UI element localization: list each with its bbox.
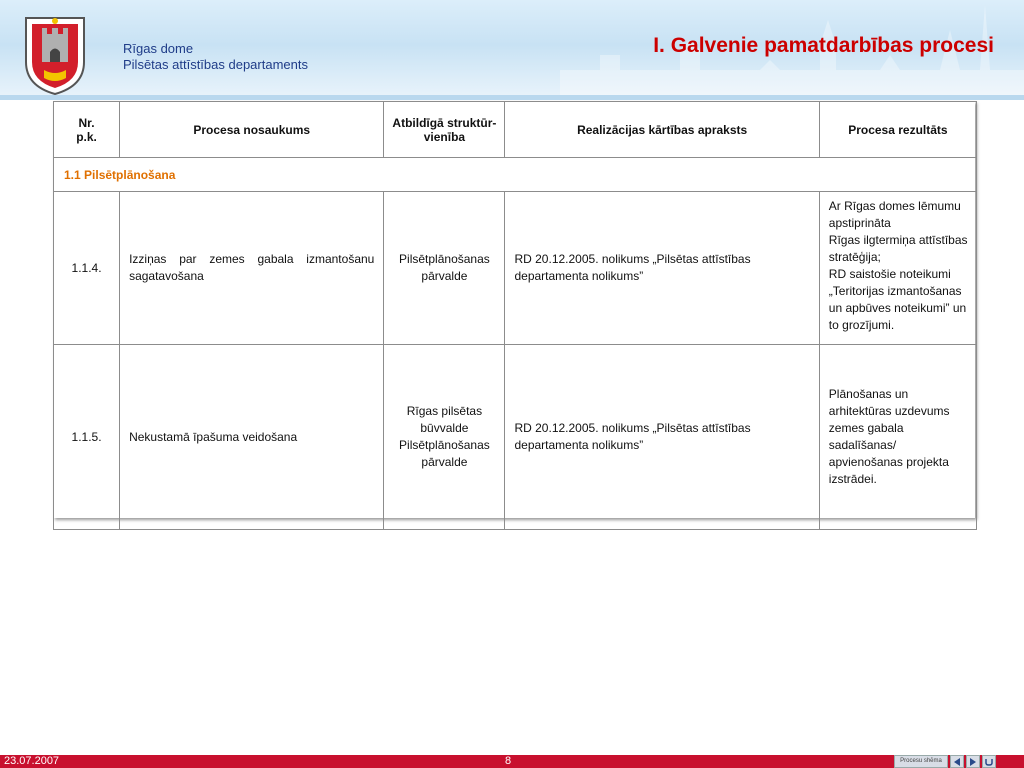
responsible-unit: Pilsētplānošanas pārvalde <box>384 192 505 345</box>
return-button[interactable] <box>982 755 996 768</box>
row-number: 1.1.5. <box>54 345 120 530</box>
process-name: Nekustamā īpašuma veidošana <box>120 345 384 530</box>
footer-bar <box>0 755 1024 768</box>
organization-name <box>123 41 308 73</box>
process-table <box>53 101 977 530</box>
coat-of-arms-icon <box>24 12 86 96</box>
org-line2: Pilsētas attīstības departaments <box>123 57 308 72</box>
header-stripe <box>0 95 1024 100</box>
process-table-container <box>53 101 975 518</box>
return-icon <box>985 758 993 766</box>
row-number: 1.1.4. <box>54 192 120 345</box>
prev-slide-button[interactable] <box>950 755 964 768</box>
table-header-row <box>54 102 977 158</box>
process-name: Izziņas par zemes gabala izmantošanu sagatavošana <box>120 192 384 345</box>
org-line1: Rīgas dome <box>123 41 194 56</box>
implementation-description: RD 20.12.2005. nolikums „Pilsētas attīstības departamenta nolikums” <box>505 345 819 530</box>
column-header-nr: Nr. p.k. <box>54 102 120 158</box>
column-header-result: Procesa rezultāts <box>819 102 976 158</box>
section-title: 1.1 Pilsētplānošana <box>54 158 977 192</box>
footer-date: 23.07.2007 <box>4 755 60 767</box>
page-title: I. Galvenie pamatdarbības procesi <box>653 34 994 57</box>
implementation-description: RD 20.12.2005. nolikums „Pilsētas attīstības departamenta nolikums” <box>505 192 819 345</box>
page-number: 8 <box>505 755 512 767</box>
prev-arrow-icon <box>953 758 961 766</box>
table-row <box>54 345 977 530</box>
table-row <box>54 192 977 345</box>
column-header-description: Realizācijas kārtības apraksts <box>505 102 819 158</box>
slide-navigation <box>894 755 996 768</box>
process-result: Plānošanas un arhitektūras uzdevums zemes gabala sadalīšanas/ apvienošanas projekta izstrādei. <box>819 345 976 530</box>
column-header-name: Procesa nosaukums <box>120 102 384 158</box>
next-slide-button[interactable] <box>966 755 980 768</box>
process-result: Ar Rīgas domes lēmumu apstiprināta Rīgas ilgtermiņa attīstības stratēģija; RD saistošie noteikumi „Teritorijas izmantošanas un apbūves noteikumi” un to grozījumi. <box>819 192 976 345</box>
column-header-unit: Atbildīgā struktūr-vienība <box>384 102 505 158</box>
section-row <box>54 158 977 192</box>
process-scheme-link[interactable]: Procesu shēma <box>894 755 948 768</box>
responsible-unit: Rīgas pilsētas būvvalde Pilsētplānošanas pārvalde <box>384 345 505 530</box>
next-arrow-icon <box>969 758 977 766</box>
